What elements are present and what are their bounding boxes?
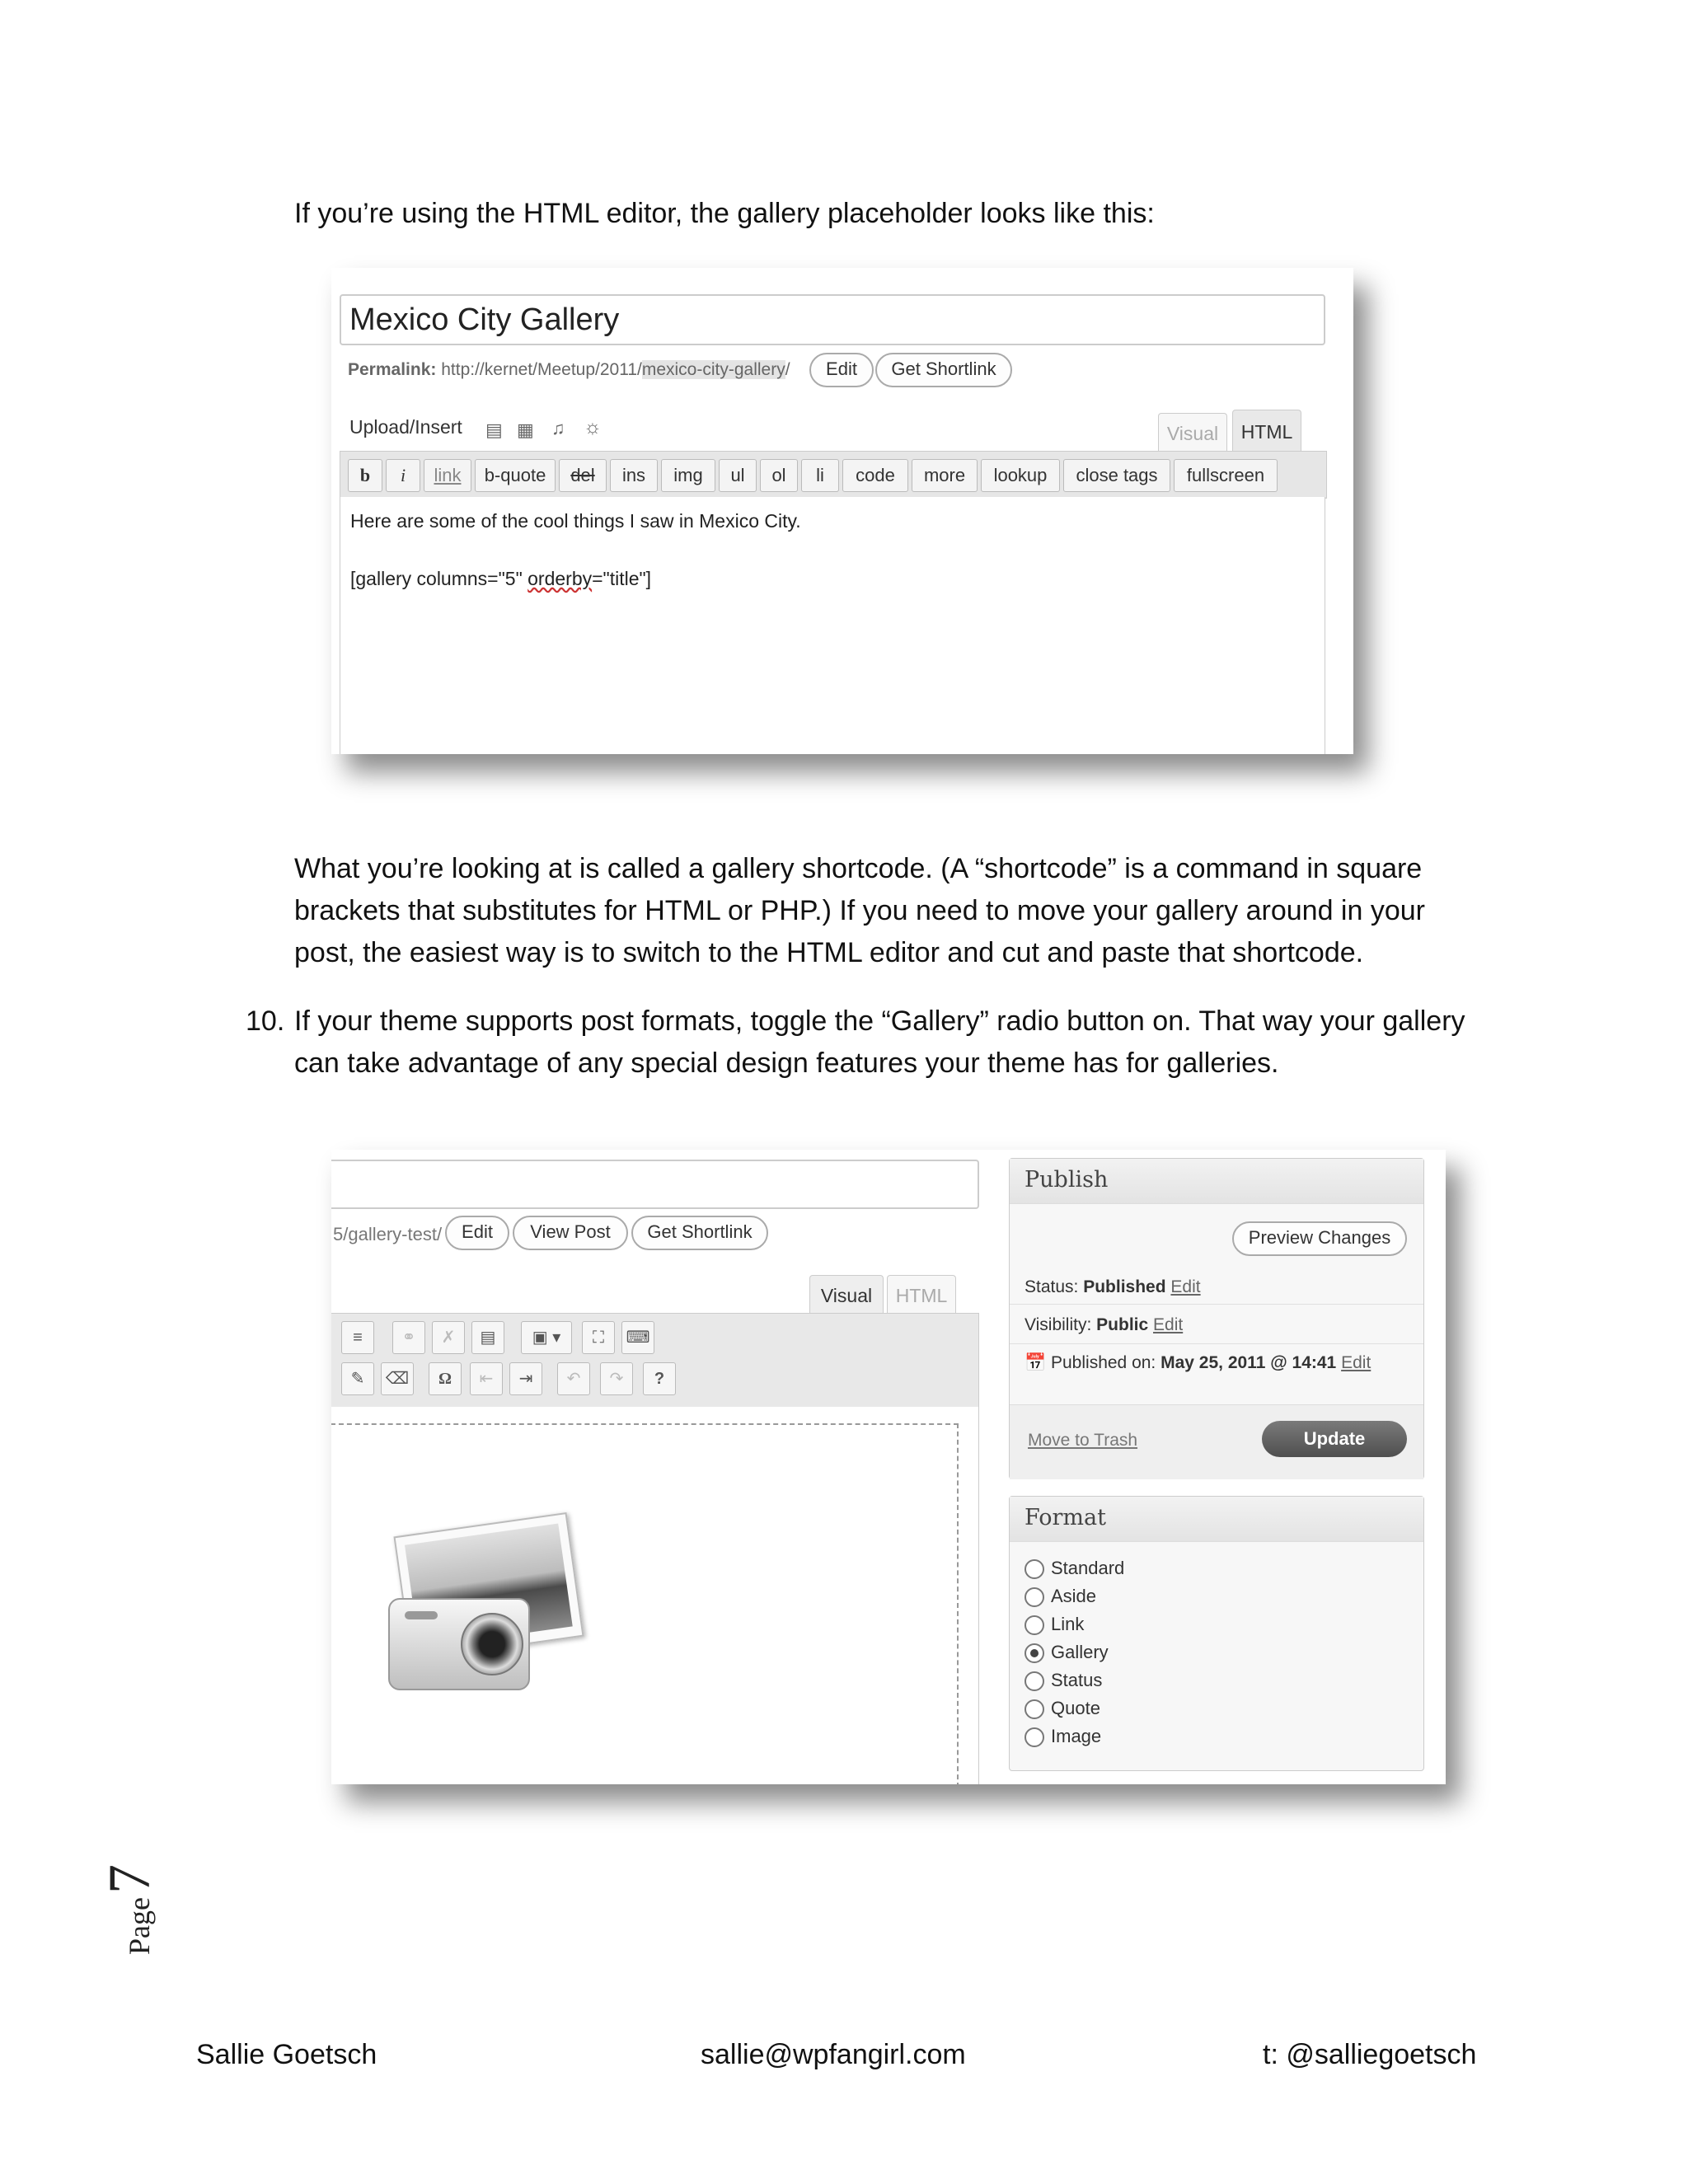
clear-formatting-icon[interactable]: ⌫: [381, 1362, 414, 1395]
radio-image[interactable]: [1025, 1727, 1044, 1747]
step-line-1: If your theme supports post formats, toggle the “Gallery” radio button on. That way your gallery: [294, 1005, 1465, 1037]
redo-icon[interactable]: ↷: [600, 1362, 633, 1395]
qt-italic[interactable]: i: [386, 459, 420, 492]
tab-html[interactable]: HTML: [887, 1275, 956, 1315]
explanation-line-2: brackets that substitutes for HTML or PHP.) If you need to move your gallery around in your: [294, 895, 1425, 926]
qt-blockquote[interactable]: b-quote: [475, 459, 556, 492]
intro-text: If you’re using the HTML editor, the gallery placeholder looks like this:: [294, 198, 1155, 229]
qt-lookup[interactable]: lookup: [981, 459, 1060, 492]
publish-title: Publish: [1025, 1167, 1109, 1193]
qt-more[interactable]: more: [912, 459, 978, 492]
footer-email: sallie@wpfangirl.com: [701, 2039, 966, 2070]
update-button[interactable]: Update: [1262, 1421, 1407, 1457]
published-row: [1025, 1353, 1371, 1373]
gallery-placeholder[interactable]: [331, 1423, 959, 1784]
format-title: Format: [1025, 1505, 1106, 1530]
radio-standard[interactable]: [1025, 1559, 1044, 1579]
special-character-icon[interactable]: Ω: [429, 1362, 462, 1395]
permalink-tail: /: [785, 360, 790, 379]
move-to-trash-link[interactable]: Move to Trash: [1028, 1431, 1138, 1450]
status-value: Published: [1083, 1277, 1166, 1296]
format-screenshot: [331, 1150, 1446, 1784]
explanation-line-1: What you’re looking at is called a gallery shortcode. (A “shortcode” is a command in square: [294, 853, 1423, 884]
format-image-label: Image: [1051, 1726, 1102, 1746]
add-media-icon[interactable]: ☼: [584, 416, 602, 438]
qt-close-tags[interactable]: close tags: [1063, 459, 1170, 492]
qt-ul[interactable]: ul: [719, 459, 757, 492]
help-icon[interactable]: ?: [643, 1362, 676, 1395]
tab-visual[interactable]: Visual: [809, 1275, 884, 1315]
qt-ins[interactable]: ins: [610, 459, 658, 492]
radio-link[interactable]: [1025, 1615, 1044, 1635]
page-label: Page: [123, 1897, 156, 1955]
undo-icon[interactable]: ↶: [557, 1362, 590, 1395]
format-aside-label: Aside: [1051, 1586, 1097, 1606]
permalink-slug[interactable]: mexico-city-gallery: [641, 360, 785, 379]
permalink: [348, 360, 790, 380]
visibility-edit-link[interactable]: Edit: [1153, 1315, 1184, 1334]
page-number-block: [96, 1864, 164, 1955]
explanation-line-3: post, the easiest way is to switch to the HTML editor and cut and paste that shortcode.: [294, 937, 1364, 968]
radio-status[interactable]: [1025, 1671, 1044, 1691]
status-edit-link[interactable]: Edit: [1170, 1277, 1201, 1296]
post-title-input[interactable]: [331, 1160, 979, 1209]
paste-word-icon[interactable]: ✎: [341, 1362, 374, 1395]
permalink-fragment[interactable]: 5/gallery-test/: [333, 1224, 443, 1244]
insert-more-icon[interactable]: ▤: [471, 1321, 504, 1354]
radio-aside[interactable]: [1025, 1587, 1044, 1607]
page-number: 7: [96, 1864, 162, 1895]
qt-del[interactable]: del: [559, 459, 607, 492]
step-number: 10.: [246, 1005, 285, 1037]
calendar-icon: 📅: [1025, 1353, 1047, 1372]
outdent-icon[interactable]: ⇤: [470, 1362, 503, 1395]
tab-html[interactable]: HTML: [1232, 410, 1301, 453]
edit-permalink-button[interactable]: Edit: [809, 353, 874, 387]
permalink-label: Permalink:: [348, 360, 437, 379]
visibility-value: Public: [1096, 1315, 1149, 1334]
format-link-label: Link: [1051, 1614, 1085, 1634]
format-gallery-label: Gallery: [1051, 1642, 1109, 1662]
shortcode-part-a: [gallery columns="5": [350, 568, 528, 589]
add-image-icon[interactable]: ▤: [485, 419, 503, 440]
qt-li[interactable]: li: [801, 459, 839, 492]
format-status-label: Status: [1051, 1670, 1103, 1690]
permalink-base: http://kernet/Meetup/2011/: [441, 360, 642, 379]
published-edit-link[interactable]: Edit: [1341, 1353, 1372, 1372]
qt-img[interactable]: img: [661, 459, 715, 492]
format-box: [1009, 1496, 1424, 1771]
shortcode-part-c: ="title"]: [592, 568, 652, 589]
published-label: Published on:: [1051, 1353, 1156, 1372]
post-title-text: Mexico City Gallery: [349, 302, 620, 337]
format-quote-label: Quote: [1051, 1698, 1100, 1718]
qt-fullscreen[interactable]: fullscreen: [1174, 459, 1278, 492]
step-line-2: can take advantage of any special design features your theme has for galleries.: [294, 1047, 1279, 1079]
qt-code[interactable]: code: [842, 459, 908, 492]
align-right-icon[interactable]: ≡: [341, 1321, 374, 1354]
visibility-label: Visibility:: [1025, 1315, 1092, 1334]
content-line-2: [350, 568, 651, 590]
radio-gallery[interactable]: [1025, 1643, 1044, 1663]
shortcode-orderby: orderby: [528, 568, 593, 589]
tab-visual[interactable]: Visual: [1158, 413, 1227, 453]
upload-insert-label: Upload/Insert: [349, 416, 462, 438]
content-line-1: Here are some of the cool things I saw in Mexico City.: [350, 510, 801, 532]
add-video-icon[interactable]: ▦: [517, 419, 534, 440]
edit-permalink-button[interactable]: Edit: [445, 1216, 509, 1250]
visibility-row: [1025, 1315, 1183, 1335]
add-audio-icon[interactable]: ♫: [551, 418, 565, 438]
status-label: Status:: [1025, 1277, 1079, 1296]
qt-ol[interactable]: ol: [760, 459, 798, 492]
fullscreen-icon[interactable]: ⛶: [582, 1321, 615, 1354]
kitchen-sink-icon[interactable]: ⌨: [621, 1321, 654, 1354]
html-editor-screenshot: [331, 268, 1353, 754]
unlink-icon[interactable]: ✗: [432, 1321, 465, 1354]
post-title-input[interactable]: [340, 294, 1325, 345]
format-standard-label: Standard: [1051, 1558, 1125, 1578]
qt-link[interactable]: link: [424, 459, 471, 492]
status-row: [1025, 1277, 1201, 1297]
color-picker-icon[interactable]: ▣ ▾: [521, 1321, 572, 1354]
qt-bold[interactable]: b: [348, 459, 382, 492]
footer-name: Sallie Goetsch: [196, 2039, 377, 2070]
get-shortlink-button[interactable]: Get Shortlink: [875, 353, 1012, 387]
view-post-button[interactable]: View Post: [513, 1216, 628, 1250]
visual-content-area[interactable]: [331, 1407, 979, 1784]
footer-twitter: t: @salliegoetsch: [1263, 2039, 1477, 2070]
get-shortlink-button[interactable]: Get Shortlink: [631, 1216, 768, 1250]
published-value: May 25, 2011 @ 14:41: [1160, 1353, 1337, 1372]
radio-quote[interactable]: [1025, 1699, 1044, 1719]
publish-box: [1009, 1158, 1424, 1479]
camera-icon: [388, 1598, 530, 1690]
preview-changes-button[interactable]: Preview Changes: [1232, 1221, 1407, 1256]
content-textarea[interactable]: [340, 497, 1325, 754]
insert-link-icon[interactable]: ⚭: [392, 1321, 425, 1354]
indent-icon[interactable]: ⇥: [509, 1362, 542, 1395]
